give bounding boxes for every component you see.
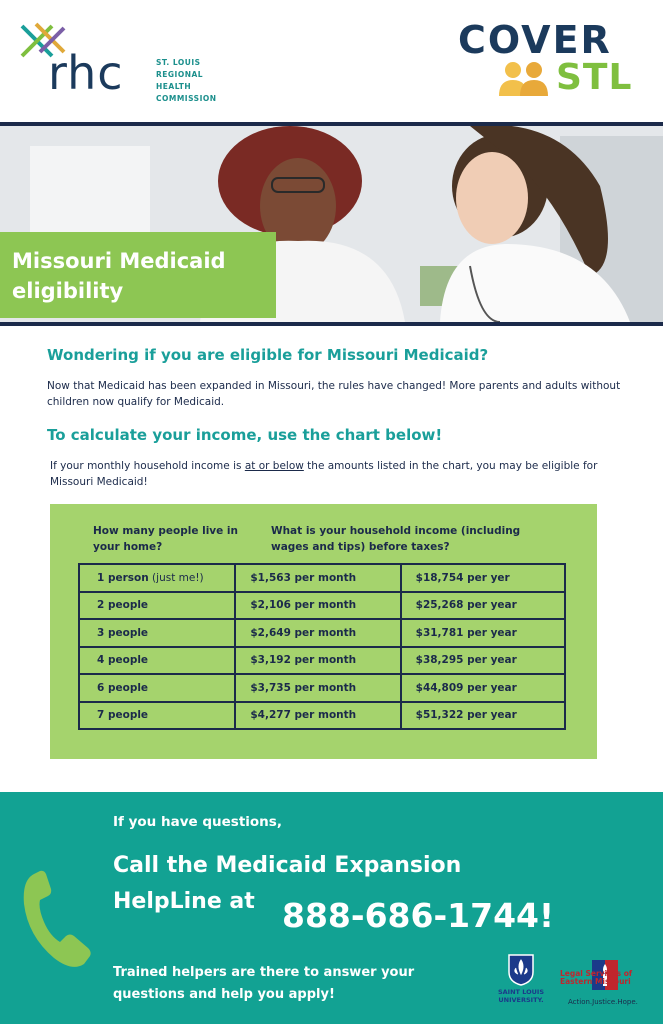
stl-wordmark: STL xyxy=(556,57,633,98)
household-size-cell xyxy=(79,647,235,675)
yearly-income-cell: $25,268 per year xyxy=(401,592,565,620)
household-size-cell xyxy=(79,619,235,647)
yearly-income-cell: $38,295 per year xyxy=(401,647,565,675)
eligibility-heading: Wondering if you are eligible for Missouri Medicaid? xyxy=(47,346,489,364)
rhc-wordmark: rhc xyxy=(48,46,124,100)
table-row xyxy=(79,702,565,730)
calc-text-post: the amounts listed in the chart, you may be eligible for Missouri Medicaid! xyxy=(50,460,598,488)
title-box xyxy=(0,232,276,318)
household-size-label: 7 people xyxy=(97,709,149,722)
header xyxy=(0,0,663,122)
household-size-label: 1 person xyxy=(97,571,149,584)
calculate-paragraph xyxy=(50,458,620,490)
household-size-label: 6 people xyxy=(97,681,149,694)
table-row xyxy=(79,564,565,592)
household-size-cell xyxy=(79,674,235,702)
monthly-income-cell: $3,735 per month xyxy=(235,674,400,702)
main-content xyxy=(0,326,663,792)
monthly-income-cell: $3,192 per month xyxy=(235,647,400,675)
income-chart xyxy=(50,504,597,759)
helpline-phone-number[interactable]: 888-686-1744! xyxy=(282,896,555,935)
household-size-cell xyxy=(79,564,235,592)
slu-wordmark: SAINT LOUIS UNIVERSITY. xyxy=(497,988,545,1004)
household-size-cell xyxy=(79,702,235,730)
hero-photo xyxy=(0,126,663,322)
trained-helpers-text: Trained helpers are there to answer your questions and help you apply! xyxy=(113,965,415,1002)
helpline-call-text: Call the Medicaid Expansion HelpLine at xyxy=(113,853,462,914)
monthly-income-cell: $2,649 per month xyxy=(235,619,400,647)
fleur-de-lis-shield-icon xyxy=(508,954,534,986)
income-header: What is your household income (including wages and tips) before taxes? xyxy=(271,525,521,553)
legal-services-tagline: Action.Justice.Hope. xyxy=(568,998,638,1006)
calc-text-underline: at or below xyxy=(244,460,304,472)
helpline-footer xyxy=(0,792,663,1024)
rhc-subtitle: ST. LOUIS REGIONAL HEALTH COMMISSION xyxy=(156,58,217,103)
household-size-cell xyxy=(79,592,235,620)
table-row xyxy=(79,592,565,620)
calc-text-pre: If your monthly household income is xyxy=(50,460,245,472)
phone-icon xyxy=(20,870,92,970)
rhc-logo xyxy=(18,22,238,102)
household-size-header: How many people live in your home? xyxy=(93,525,238,553)
yearly-income-cell: $51,322 per year xyxy=(401,702,565,730)
cover-wordmark: COVER xyxy=(458,18,612,62)
monthly-income-cell: $1,563 per month xyxy=(235,564,400,592)
monthly-income-cell: $4,277 per month xyxy=(235,702,400,730)
household-size-note: (just me!) xyxy=(148,571,204,584)
income-table xyxy=(78,563,566,730)
cover-stl-logo xyxy=(458,18,648,100)
questions-text: If you have questions, xyxy=(113,814,282,830)
household-size-label: 3 people xyxy=(97,626,149,639)
intro-paragraph: Now that Medicaid has been expanded in Missouri, the rules have changed! More parents and adults without children now qualify for Medicaid. xyxy=(47,380,621,408)
table-row xyxy=(79,647,565,675)
table-row xyxy=(79,619,565,647)
yearly-income-cell: $18,754 per yer xyxy=(401,564,565,592)
monthly-income-cell: $2,106 per month xyxy=(235,592,400,620)
household-size-label: 4 people xyxy=(97,654,149,667)
page-title: Missouri Medicaid eligibility xyxy=(12,249,226,303)
hero-banner xyxy=(0,122,663,326)
household-size-label: 2 people xyxy=(97,599,149,612)
legal-services-logo xyxy=(560,960,652,1010)
legal-services-wordmark: Legal Services of Eastern Missouri xyxy=(560,969,633,986)
calculate-heading: To calculate your income, use the chart below! xyxy=(47,426,443,444)
yearly-income-cell: $44,809 per year xyxy=(401,674,565,702)
table-row xyxy=(79,674,565,702)
slu-logo xyxy=(490,954,552,1016)
yearly-income-cell: $31,781 per year xyxy=(401,619,565,647)
people-icon xyxy=(496,60,552,96)
